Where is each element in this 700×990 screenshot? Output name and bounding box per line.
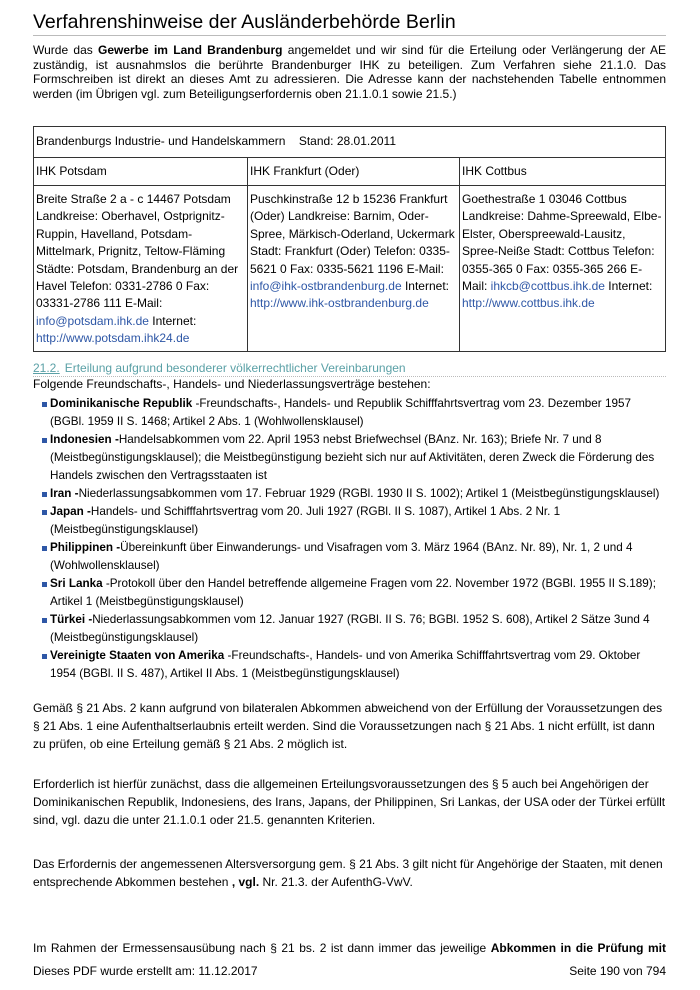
list-item: Türkei -Niederlassungsabkommen vom 12. Januar 1927 (RGBl. II S. 76; BGBl. 1952 S. 608), Artikel 2 Sätze 3und 4 (Meistbegünstigungsklausel) xyxy=(40,611,666,647)
website-link[interactable]: http://www.ihk-ostbrandenburg.de xyxy=(250,296,429,311)
ihk-address-cell: Puschkinstraße 12 b 15236 Frankfurt (Oder) Landkreise: Barnim, Oder-Spree, Märkisch-Oderland, Uckermark Stadt: Frankfurt (Oder) Telefon: 0335-5621 0 Fax: 0335-5621 1196 E-Mail: info@ihk-ostbrandenburg.de Internet: http://www.ihk-ostbrandenburg.de xyxy=(248,186,460,352)
website-link[interactable]: http://www.cottbus.ihk.de xyxy=(462,296,595,311)
intro-paragraph: Wurde das Gewerbe im Land Brandenburg angemeldet und wir sind für die Erteilung oder Verlängerung der AE zuständig, ist ausnahmslos die berührte Brandenburger IHK zu beteiligen. Zum Verfahren siehe 21.1.0. Das Formschreiben ist direkt an dieses Amt zu adressieren. Die Adresse kann der nachstehenden Tabelle entnommen werden (im Übrigen vgl. zum Beteiligungserfordernis oben 21.1.0.1 sowie 21.5.) xyxy=(33,43,666,102)
list-item: Dominikanische Republik -Freundschafts-, Handels- und Republik Schifffahrtsvertrag vom 23. Dezember 1957 (BGBl. 1959 II S. 1468; Artikel 2 Abs. 1 (Wohlwollensklausel) xyxy=(40,395,666,431)
pdf-created-date: Dieses PDF wurde erstellt am: 11.12.2017 xyxy=(33,964,258,978)
paragraph: Das Erfordernis der angemessenen Altersversorgung gem. § 21 Abs. 3 gilt nicht für Angehörige der Staaten, mit denen entsprechende Abkommen bestehen , vgl. Nr. 21.3. der AufenthG-VwV. xyxy=(33,857,663,889)
website-link[interactable]: http://www.potsdam.ihk24.de xyxy=(36,331,190,346)
section-number-link[interactable]: 21.2. xyxy=(33,361,60,375)
email-link[interactable]: ihkcb@cottbus.ihk.de xyxy=(490,279,605,294)
page-title: Verfahrenshinweise der Ausländerbehörde Berlin xyxy=(33,11,456,33)
list-item: Vereinigte Staaten von Amerika -Freundschafts-, Handels- und von Amerika Schifffahrtsvertrag vom 29. Oktober 1954 (BGBl. II S. 487), Artikel II Abs. 1 (Meistbegünstigungsklausel) xyxy=(40,647,666,683)
email-link[interactable]: info@potsdam.ihk.de xyxy=(36,313,149,328)
email-link[interactable]: info@ihk-ostbrandenburg.de xyxy=(250,279,402,294)
paragraph: Gemäß § 21 Abs. 2 kann aufgrund von bilateralen Abkommen abweichend von der Erfüllung der Voraussetzungen des § 21 Abs. 1 eine Aufenthaltserlaubnis erteilt werden. Sind die Voraussetzungen nach § 21 Abs. 1 nicht erfüllt, ist dann zu prüfen, ob eine Erteilung gemäß § 21 Abs. 2 möglich ist. xyxy=(33,701,663,751)
paragraph: Im Rahmen der Ermessensausübung nach § 21 bs. 2 ist dann immer das jeweilige Abkommen in die Prüfung mit xyxy=(33,941,667,955)
list-item: Philippinen -Übereinkunft über Einwanderungs- und Visafragen vom 3. März 1964 (BAnz. Nr. 89), Nr. 1, 2 und 4 (Wohlwollensklausel) xyxy=(40,539,666,575)
ihk-column-header: IHK Cottbus xyxy=(460,158,666,186)
section-heading xyxy=(33,361,666,377)
page-number: Seite 190 von 794 xyxy=(569,964,666,978)
section-title: Erteilung aufgrund besonderer völkerrechtlicher Vereinbarungen xyxy=(64,361,406,375)
treaties-intro: Folgende Freundschafts-, Handels- und Niederlassungsverträge bestehen: xyxy=(33,377,431,391)
ihk-address-cell: Breite Straße 2 a - c 14467 Potsdam Landkreise: Oberhavel, Ostprignitz-Ruppin, Havelland, Potsdam-Mittelmark, Prignitz, Teltow-Fläming Städte: Potsdam, Brandenburg an der Havel Telefon: 0331-2786 0 Fax: 03331-2786 111 E-Mail: info@potsdam.ihk.de Internet: http://www.potsdam.ihk24.de xyxy=(34,186,248,352)
list-item: Indonesien -Handelsabkommen vom 22. April 1953 nebst Briefwechsel (BAnz. Nr. 163); Briefe Nr. 7 und 8 (Meistbegünstigungsklausel); die Meistbegünstigung bezieht sich nur auf Aktivitäten, deren Zweck die Förderung des Handels zwischen den Vertragsstaaten ist xyxy=(40,431,666,485)
list-item: Sri Lanka -Protokoll über den Handel betreffende allgemeine Fragen vom 22. November 1972 (BGBl. 1955 II S.189); Artikel 1 (Meistbegünstigungsklausel) xyxy=(40,575,666,611)
header-divider xyxy=(33,35,666,36)
paragraph: Erforderlich ist hierfür zunächst, dass die allgemeinen Erteilungsvoraussetzungen des § 5 auch bei Angehörigen der Dominikanischen Republik, Indonesiens, des Irans, Japans, der Philippinen, Sri Lankas, der USA oder der Türkei erfüllt sind, vgl. dazu die unter 21.1.0.1 oder 21.5. genannten Kriterien. xyxy=(33,777,666,827)
ihk-column-header: IHK Potsdam xyxy=(34,158,248,186)
ihk-address-cell: Goethestraße 1 03046 Cottbus Landkreise: Dahme-Spreewald, Elbe-Elster, Oberspreewald-Lausitz, Spree-Neiße Stadt: Cottbus Telefon: 0355-365 0 Fax: 0355-365 266 E-Mail: ihkcb@cottbus.ihk.de Internet: http://www.cottbus.ihk.de xyxy=(460,186,666,352)
ihk-table-caption: Brandenburgs Industrie- und Handelskammern Stand: 28.01.2011 xyxy=(34,127,666,158)
treaty-list xyxy=(40,395,666,683)
list-item: Japan -Handels- und Schifffahrtsvertrag vom 20. Juli 1927 (RGBl. II S. 1087), Artikel 1 Abs. 2 Nr. 1 (Meistbegünstigungsklausel) xyxy=(40,503,666,539)
ihk-table xyxy=(33,126,666,352)
intro-emphasis: Gewerbe im Land Brandenburg xyxy=(98,43,283,57)
ihk-column-header: IHK Frankfurt (Oder) xyxy=(248,158,460,186)
list-item: Iran -Niederlassungsabkommen vom 17. Februar 1929 (RGBl. 1930 II S. 1002); Artikel 1 (Meistbegünstigungsklausel) xyxy=(40,485,666,503)
